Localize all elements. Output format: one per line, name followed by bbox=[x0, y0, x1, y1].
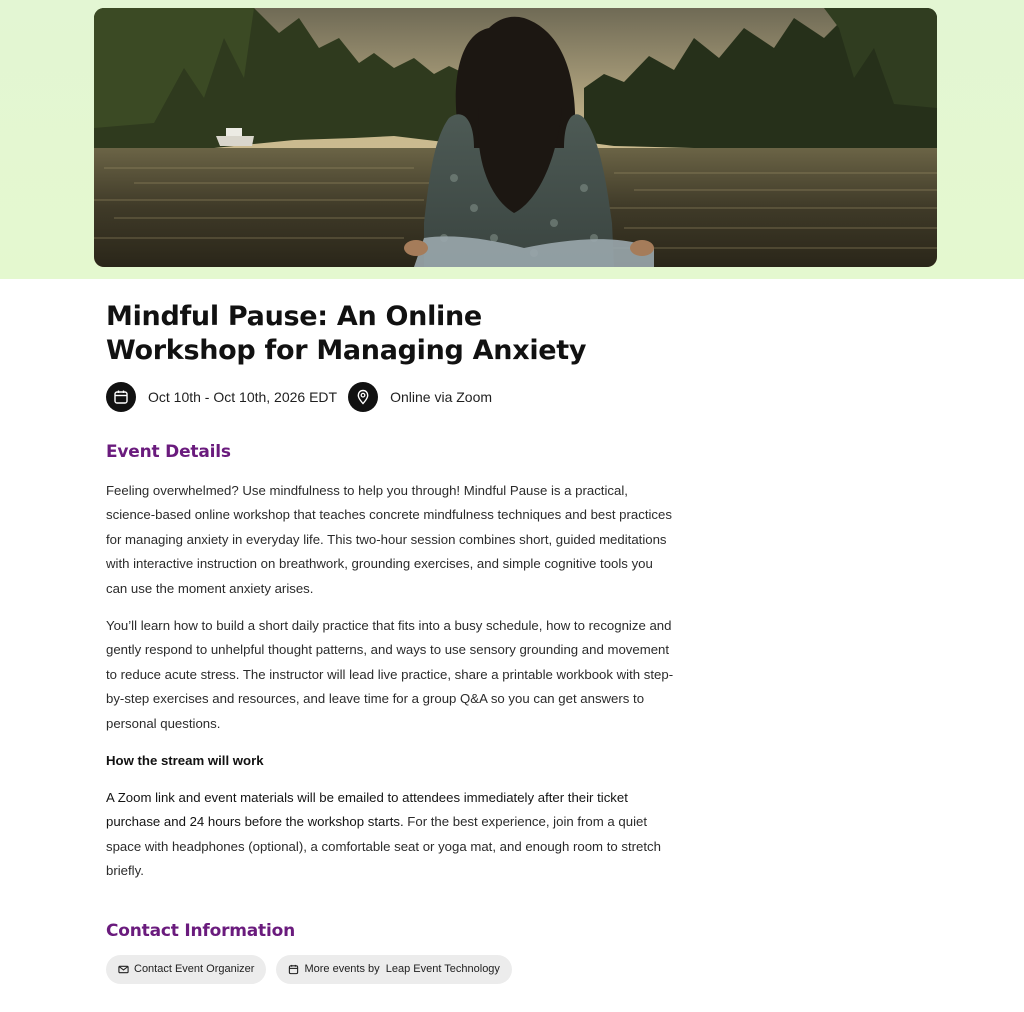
details-paragraph-3 bbox=[106, 786, 676, 884]
event-hero-image bbox=[94, 8, 937, 267]
details-paragraph-3-rest: For the best experience, join from a quiet space with headphones (optional), a comfortable seat or yoga mat, and enough room to stretch briefly. bbox=[106, 814, 661, 879]
contact-organizer-label: Contact Event Organizer bbox=[134, 963, 255, 976]
event-title: Mindful Pause: An Online Workshop for Managing Anxiety bbox=[106, 301, 587, 366]
mail-icon bbox=[118, 964, 129, 975]
calendar-icon bbox=[106, 382, 136, 412]
contact-heading: Contact Information bbox=[106, 920, 295, 941]
event-location: Online via Zoom bbox=[390, 389, 493, 405]
event-content bbox=[106, 300, 676, 984]
event-meta bbox=[106, 381, 676, 413]
details-paragraph-3-emphasis: A Zoom link and event materials will be emailed to attendees immediately after their ticket purchase and 24 hours before the workshop starts. bbox=[106, 790, 628, 830]
event-details-heading: Event Details bbox=[106, 442, 231, 462]
contact-buttons bbox=[106, 955, 676, 984]
details-paragraph-2: You’ll learn how to build a short daily practice that fits into a busy schedule, how to recognize and gently respond to unhelpful thought patterns, and ways to use sensory grounding and movement to reduce acute stress. The instructor will lead live practice, share a printable workbook with step-by-step exercises and resources, and leave time for a group Q&A so you can get answers to personal questions. bbox=[106, 618, 674, 731]
contact-organizer-button[interactable] bbox=[106, 955, 266, 984]
stream-heading: How the stream will work bbox=[106, 753, 264, 769]
calendar-icon bbox=[288, 964, 299, 975]
details-paragraph-1: Feeling overwhelmed? Use mindfulness to help you through! Mindful Pause is a practical, science-based online workshop that teaches concrete mindfulness techniques and best practices for managing anxiety in everyday life. This two-hour session combines short, guided meditations with interactive instruction on breathwork, grounding exercises, and simple cognitive tools you can use the moment anxiety arises. bbox=[106, 483, 672, 596]
location-pin-icon bbox=[348, 382, 378, 412]
event-date: Oct 10th - Oct 10th, 2026 EDT bbox=[148, 389, 338, 405]
more-events-button[interactable] bbox=[276, 955, 511, 984]
more-events-label: More events by Leap Event Technology bbox=[304, 963, 500, 976]
